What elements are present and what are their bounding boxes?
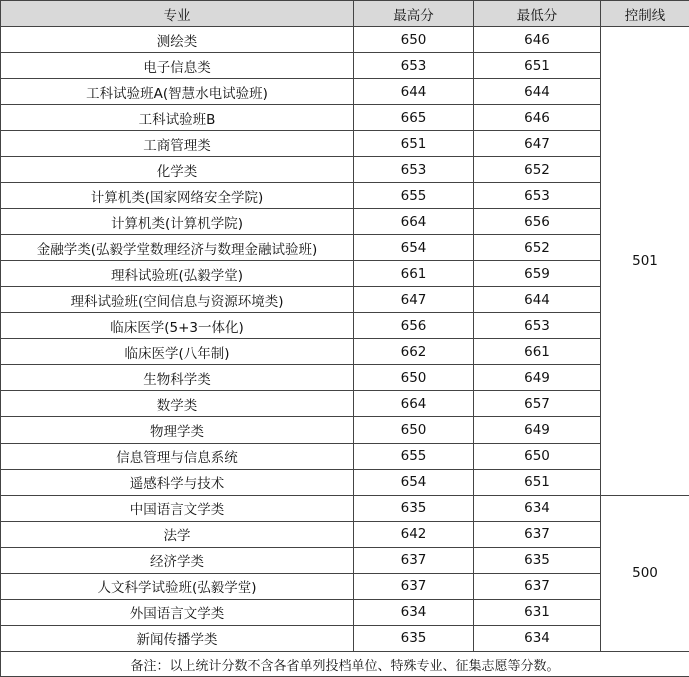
min-score-cell: 656	[474, 209, 601, 235]
table-row	[1, 183, 689, 209]
max-score-cell: 642	[354, 521, 474, 547]
min-score-cell: 634	[474, 625, 601, 651]
header-row	[1, 1, 689, 27]
min-score-cell: 649	[474, 365, 601, 391]
min-score-cell: 651	[474, 469, 601, 495]
min-score-cell: 652	[474, 235, 601, 261]
table-row	[1, 27, 689, 53]
major-cell: 外国语言文学类	[1, 599, 354, 625]
max-score-cell: 650	[354, 365, 474, 391]
max-score-cell: 650	[354, 417, 474, 443]
min-score-cell: 659	[474, 261, 601, 287]
min-score-cell: 646	[474, 27, 601, 53]
min-score-cell: 644	[474, 79, 601, 105]
major-cell: 理科试验班(空间信息与资源环境类)	[1, 287, 354, 313]
table-note: 备注：以上统计分数不含各省单列投档单位、特殊专业、征集志愿等分数。	[1, 652, 689, 677]
min-score-cell: 647	[474, 131, 601, 157]
max-score-cell: 664	[354, 209, 474, 235]
max-score-cell: 653	[354, 157, 474, 183]
major-cell: 遥感科学与技术	[1, 469, 354, 495]
min-score-cell: 634	[474, 495, 601, 521]
max-score-cell: 650	[354, 27, 474, 53]
min-score-cell: 652	[474, 157, 601, 183]
table-row	[1, 261, 689, 287]
table-row	[1, 547, 689, 573]
max-score-cell: 664	[354, 391, 474, 417]
min-score-cell: 637	[474, 521, 601, 547]
table-row	[1, 469, 689, 495]
major-cell: 金融学类(弘毅学堂数理经济与数理金融试验班)	[1, 235, 354, 261]
table-row	[1, 521, 689, 547]
max-score-cell: 635	[354, 495, 474, 521]
major-cell: 临床医学(八年制)	[1, 339, 354, 365]
max-score-cell: 637	[354, 573, 474, 599]
min-score-cell: 637	[474, 573, 601, 599]
table-row	[1, 313, 689, 339]
max-score-cell: 647	[354, 287, 474, 313]
max-score-cell: 635	[354, 625, 474, 651]
max-score-cell: 665	[354, 105, 474, 131]
table-row	[1, 391, 689, 417]
table-row	[1, 209, 689, 235]
min-score-cell: 644	[474, 287, 601, 313]
major-cell: 临床医学(5+3一体化)	[1, 313, 354, 339]
table-row	[1, 235, 689, 261]
max-score-cell: 661	[354, 261, 474, 287]
table-row	[1, 339, 689, 365]
table-row	[1, 131, 689, 157]
max-score-cell: 651	[354, 131, 474, 157]
min-score-cell: 646	[474, 105, 601, 131]
table-row	[1, 625, 689, 651]
max-score-cell: 654	[354, 235, 474, 261]
min-score-cell: 651	[474, 53, 601, 79]
major-cell: 生物科学类	[1, 365, 354, 391]
header-major: 专业	[1, 1, 354, 27]
table-row	[1, 573, 689, 599]
major-cell: 测绘类	[1, 27, 354, 53]
note-row	[1, 652, 689, 677]
max-score-cell: 654	[354, 469, 474, 495]
major-cell: 法学	[1, 521, 354, 547]
table-body	[1, 27, 689, 652]
min-score-cell: 653	[474, 313, 601, 339]
major-cell: 电子信息类	[1, 53, 354, 79]
max-score-cell: 653	[354, 53, 474, 79]
table-row	[1, 417, 689, 443]
major-cell: 计算机类(国家网络安全学院)	[1, 183, 354, 209]
major-cell: 物理学类	[1, 417, 354, 443]
min-score-cell: 661	[474, 339, 601, 365]
major-cell: 新闻传播学类	[1, 625, 354, 651]
table-row	[1, 443, 689, 469]
table-row	[1, 157, 689, 183]
max-score-cell: 656	[354, 313, 474, 339]
table-row	[1, 495, 689, 521]
table-row	[1, 599, 689, 625]
min-score-cell: 653	[474, 183, 601, 209]
control-line-cell: 501	[601, 27, 689, 496]
min-score-cell: 650	[474, 443, 601, 469]
min-score-cell: 631	[474, 599, 601, 625]
table-row	[1, 287, 689, 313]
table-row	[1, 105, 689, 131]
major-cell: 化学类	[1, 157, 354, 183]
major-cell: 信息管理与信息系统	[1, 443, 354, 469]
min-score-cell: 649	[474, 417, 601, 443]
max-score-cell: 655	[354, 183, 474, 209]
major-cell: 工科试验班B	[1, 105, 354, 131]
table-row	[1, 53, 689, 79]
major-cell: 人文科学试验班(弘毅学堂)	[1, 573, 354, 599]
major-cell: 数学类	[1, 391, 354, 417]
min-score-cell: 635	[474, 547, 601, 573]
max-score-cell: 655	[354, 443, 474, 469]
major-cell: 理科试验班(弘毅学堂)	[1, 261, 354, 287]
major-cell: 工科试验班A(智慧水电试验班)	[1, 79, 354, 105]
header-max-score: 最高分	[354, 1, 474, 27]
major-cell: 经济学类	[1, 547, 354, 573]
max-score-cell: 662	[354, 339, 474, 365]
control-line-cell: 500	[601, 495, 689, 651]
table-row	[1, 365, 689, 391]
min-score-cell: 657	[474, 391, 601, 417]
major-cell: 计算机类(计算机学院)	[1, 209, 354, 235]
max-score-cell: 637	[354, 547, 474, 573]
max-score-cell: 644	[354, 79, 474, 105]
major-cell: 工商管理类	[1, 131, 354, 157]
max-score-cell: 634	[354, 599, 474, 625]
major-cell: 中国语言文学类	[1, 495, 354, 521]
table-row	[1, 79, 689, 105]
header-min-score: 最低分	[474, 1, 601, 27]
header-control-line: 控制线	[601, 1, 689, 27]
